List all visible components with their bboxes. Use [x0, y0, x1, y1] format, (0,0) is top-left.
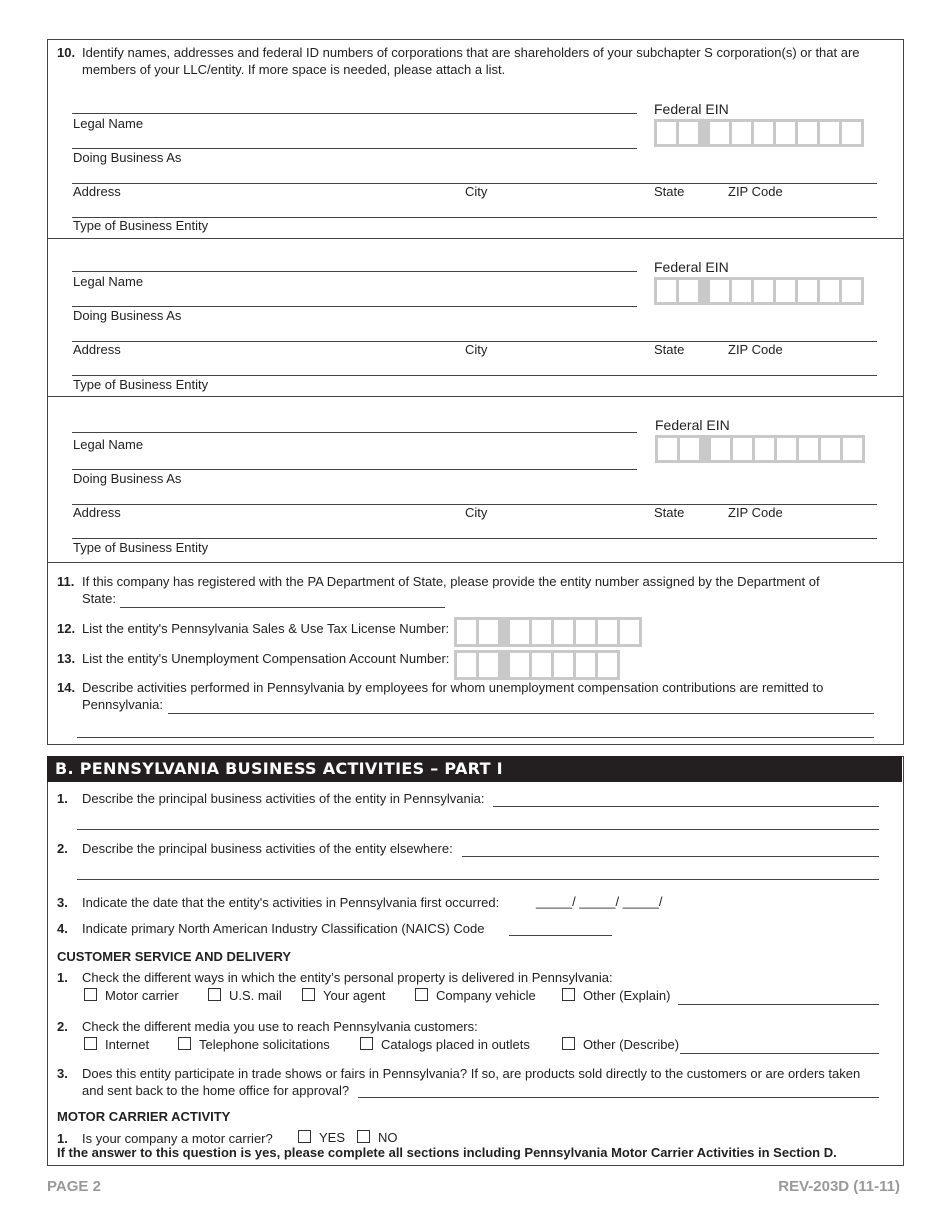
legal-name-label: Legal Name	[73, 274, 144, 289]
q11-text: 11. If this company has registered with the PA Department of State, please provide the entity number assigned by the Department of State:	[57, 574, 820, 606]
option-other-describe[interactable]: Other (Describe)	[562, 1037, 679, 1052]
checkbox[interactable]	[562, 1037, 575, 1050]
type-label: Type of Business Entity	[73, 377, 209, 392]
uc-account-input[interactable]	[454, 650, 620, 680]
zip-label: ZIP Code	[728, 342, 783, 357]
state-label: State	[654, 505, 685, 520]
date-field[interactable]: _____/ _____/ _____/	[536, 894, 663, 909]
type-label: Type of Business Entity	[73, 540, 209, 555]
section-b-title: B. PENNSYLVANIA BUSINESS ACTIVITIES – PART I	[47, 756, 902, 782]
type-label: Type of Business Entity	[73, 218, 209, 233]
legal-name-label: Legal Name	[73, 437, 144, 452]
checkbox[interactable]	[357, 1130, 370, 1143]
state-label: State	[654, 342, 685, 357]
dba-field[interactable]	[72, 148, 637, 149]
type-field[interactable]	[72, 375, 877, 376]
b2-text: 2. Describe the principal business activities of the entity elsewhere:	[57, 841, 453, 856]
dba-label: Doing Business As	[73, 150, 182, 165]
b1-text: 1. Describe the principal business activities of the entity in Pennsylvania:	[57, 791, 485, 806]
option-your-agent[interactable]: Your agent	[302, 988, 385, 1003]
address-label: Address	[73, 342, 121, 357]
federal-ein-label: Federal EIN	[655, 417, 730, 433]
page-number: PAGE 2	[47, 1178, 101, 1195]
zip-label: ZIP Code	[728, 505, 783, 520]
divider	[47, 238, 904, 239]
legal-name-field[interactable]	[72, 271, 637, 272]
trade-shows-field[interactable]	[358, 1097, 879, 1098]
q10-text: 10. Identify names, addresses and federal ID numbers of corporations that are shareholders of your subchapter S corporation(s) or that are members of your LLC/entity. If more space is needed, please attach a list.	[57, 45, 860, 77]
legal-name-label: Legal Name	[73, 116, 144, 131]
address-label: Address	[73, 505, 121, 520]
dba-label: Doing Business As	[73, 308, 182, 323]
divider	[47, 562, 904, 563]
b2-field-1[interactable]	[462, 856, 879, 857]
q13-text: 13. List the entity's Unemployment Compensation Account Number:	[57, 651, 450, 666]
dba-field[interactable]	[72, 306, 637, 307]
option-us-mail[interactable]: U.S. mail	[208, 988, 282, 1003]
checkbox[interactable]	[208, 988, 221, 1001]
q14-text: 14. Describe activities performed in Pennsylvania by employees for whom unemployment compensation contributions are remitted to Pennsylvania:	[57, 680, 824, 712]
option-internet[interactable]: Internet	[84, 1037, 149, 1052]
other-describe-field[interactable]	[680, 1053, 879, 1054]
motor-carrier-note: If the answer to this question is yes, please complete all sections including Pennsylvania Motor Carrier Activities in Section D.	[57, 1145, 837, 1160]
checkbox[interactable]	[302, 988, 315, 1001]
state-label: State	[654, 184, 685, 199]
b1-field-1[interactable]	[493, 806, 879, 807]
form-number: REV-203D (11-11)	[778, 1178, 900, 1195]
option-yes[interactable]: YES	[298, 1130, 345, 1145]
option-telephone[interactable]: Telephone solicitations	[178, 1037, 330, 1052]
m1-text: 1. Is your company a motor carrier?	[57, 1131, 273, 1146]
city-label: City	[465, 184, 488, 199]
c1-text: 1. Check the different ways in which the entity’s personal property is delivered in Pennsylvania:	[57, 970, 613, 985]
naics-field[interactable]	[509, 935, 612, 936]
dba-label: Doing Business As	[73, 471, 182, 486]
checkbox[interactable]	[562, 988, 575, 1001]
federal-ein-label: Federal EIN	[654, 101, 729, 117]
motor-carrier-heading: MOTOR CARRIER ACTIVITY	[57, 1109, 231, 1124]
option-motor-carrier[interactable]: Motor carrier	[84, 988, 179, 1003]
c2-text: 2. Check the different media you use to reach Pennsylvania customers:	[57, 1019, 478, 1034]
city-label: City	[465, 505, 488, 520]
zip-label: ZIP Code	[728, 184, 783, 199]
address-label: Address	[73, 184, 121, 199]
checkbox[interactable]	[415, 988, 428, 1001]
q12-text: 12. List the entity's Pennsylvania Sales & Use Tax License Number:	[57, 621, 450, 636]
activities-field-1[interactable]	[168, 713, 874, 714]
customer-service-heading: CUSTOMER SERVICE AND DELIVERY	[57, 949, 292, 964]
option-no[interactable]: NO	[357, 1130, 398, 1145]
checkbox[interactable]	[360, 1037, 373, 1050]
legal-name-field[interactable]	[72, 432, 637, 433]
other-explain-field[interactable]	[678, 1004, 879, 1005]
checkbox[interactable]	[84, 988, 97, 1001]
b1-field-2[interactable]	[77, 829, 879, 830]
activities-field-2[interactable]	[77, 737, 874, 738]
b4-text: 4. Indicate primary North American Industry Classification (NAICS) Code	[57, 921, 485, 936]
checkbox[interactable]	[84, 1037, 97, 1050]
divider	[47, 396, 904, 397]
sales-tax-license-input[interactable]	[454, 617, 642, 647]
option-other-explain[interactable]: Other (Explain)	[562, 988, 670, 1003]
type-field[interactable]	[72, 538, 877, 539]
dba-field[interactable]	[72, 469, 637, 470]
federal-ein-input[interactable]	[654, 119, 864, 147]
checkbox[interactable]	[298, 1130, 311, 1143]
b3-text: 3. Indicate the date that the entity's activities in Pennsylvania first occurred:	[57, 895, 500, 910]
option-company-vehicle[interactable]: Company vehicle	[415, 988, 536, 1003]
legal-name-field[interactable]	[72, 113, 637, 114]
entity-number-field[interactable]	[120, 607, 445, 608]
checkbox[interactable]	[178, 1037, 191, 1050]
federal-ein-input[interactable]	[655, 435, 865, 463]
option-catalogs[interactable]: Catalogs placed in outlets	[360, 1037, 530, 1052]
federal-ein-label: Federal EIN	[654, 259, 729, 275]
c3-text: 3. Does this entity participate in trade shows or fairs in Pennsylvania? If so, are products sold directly to the customers or are orders taken and sent back to the home office for approval?	[57, 1066, 861, 1098]
city-label: City	[465, 342, 488, 357]
federal-ein-input[interactable]	[654, 277, 864, 305]
b2-field-2[interactable]	[77, 879, 879, 880]
